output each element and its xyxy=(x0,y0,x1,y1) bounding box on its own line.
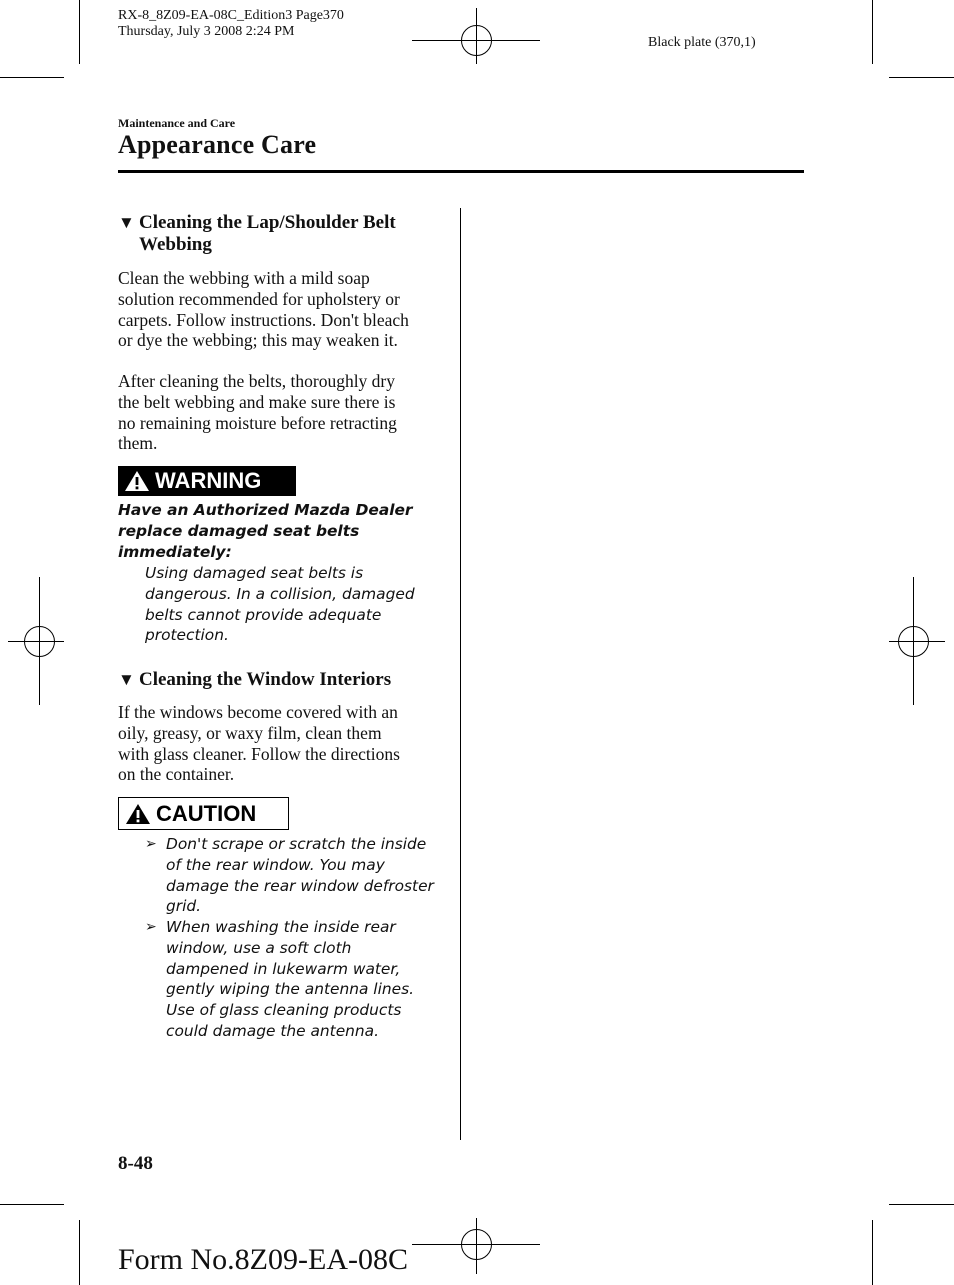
column-divider xyxy=(460,208,461,1140)
triangle-marker-icon: ▼ xyxy=(118,670,135,689)
caution-triangle-icon xyxy=(125,803,151,825)
page-title: Appearance Care xyxy=(118,130,317,159)
text-line: Use of glass cleaning products xyxy=(166,1001,402,1020)
text-line: Don't scrape or scratch the inside xyxy=(166,835,427,853)
warning-detail xyxy=(145,563,445,646)
text-line: gently wiping the antenna lines. xyxy=(166,980,414,999)
print-slug-line2: Thursday, July 3 2008 2:24 PM xyxy=(118,24,295,39)
text-line: oily, greasy, or waxy film, clean them xyxy=(118,722,382,743)
text-line: replace damaged seat belts xyxy=(118,521,360,540)
page-number: 8-48 xyxy=(118,1153,153,1174)
text-line: carpets. Follow instructions. Don't bleach xyxy=(118,309,409,330)
plate-label: Black plate (370,1) xyxy=(648,35,756,50)
text-line: them. xyxy=(118,433,158,454)
title-rule xyxy=(118,170,804,173)
warning-label-box xyxy=(118,466,296,496)
text-line: belts cannot provide adequate xyxy=(145,605,382,624)
text-line: or dye the webbing; this may weaken it. xyxy=(118,330,398,351)
text-line: When washing the inside rear xyxy=(166,918,396,936)
text-line: grid. xyxy=(166,897,202,916)
text-line: Have an Authorized Mazda Dealer xyxy=(118,501,413,519)
section1-paragraph-1 xyxy=(118,268,438,351)
text-line: could damage the antenna. xyxy=(166,1021,379,1040)
text-line: the belt webbing and make sure there is xyxy=(118,391,396,412)
arrow-bullet-icon: ➢ xyxy=(145,919,157,935)
text-line: on the container. xyxy=(118,764,235,785)
triangle-marker-icon: ▼ xyxy=(118,213,135,232)
text-line: of the rear window. You may xyxy=(166,855,385,874)
text-line: After cleaning the belts, thoroughly dry xyxy=(118,371,396,391)
section2-paragraph-1 xyxy=(118,702,438,785)
caution-item-2 xyxy=(166,917,456,1042)
section-label: Maintenance and Care xyxy=(118,116,236,130)
text-line: immediately: xyxy=(118,542,232,561)
arrow-bullet-icon: ➢ xyxy=(145,836,157,852)
text-line: protection. xyxy=(145,626,229,645)
section2-heading-text: Cleaning the Window Interiors xyxy=(139,669,392,690)
caution-item-1 xyxy=(166,834,456,917)
text-line: If the windows become covered with an xyxy=(118,702,398,722)
print-slug xyxy=(118,8,344,40)
form-number: Form No.8Z09-EA-08C xyxy=(118,1243,408,1276)
caution-label-box xyxy=(118,797,289,830)
text-line: solution recommended for upholstery or xyxy=(118,288,400,309)
section2-heading xyxy=(118,669,391,691)
caution-label: CAUTION xyxy=(156,800,257,826)
section1-heading-line1: Cleaning the Lap/Shoulder Belt xyxy=(139,212,396,233)
section1-paragraph-2 xyxy=(118,371,438,454)
text-line: window, use a soft cloth xyxy=(166,938,352,957)
text-line: Clean the webbing with a mild soap xyxy=(118,268,370,288)
text-line: Using damaged seat belts is xyxy=(145,564,364,582)
text-line: dampened in lukewarm water, xyxy=(166,959,401,978)
text-line: no remaining moisture before retracting xyxy=(118,412,397,433)
text-line: dangerous. In a collision, damaged xyxy=(145,584,415,603)
section1-heading-line2: Webbing xyxy=(139,234,212,255)
warning-label: WARNING xyxy=(155,468,262,493)
print-slug-line1: RX-8_8Z09-EA-08C_Edition3 Page370 xyxy=(118,8,344,23)
warning-lead xyxy=(118,500,438,562)
section1-heading xyxy=(118,212,396,256)
text-line: damage the rear window defroster xyxy=(166,876,434,895)
text-line: with glass cleaner. Follow the directions xyxy=(118,743,400,764)
warning-triangle-icon xyxy=(124,470,150,492)
